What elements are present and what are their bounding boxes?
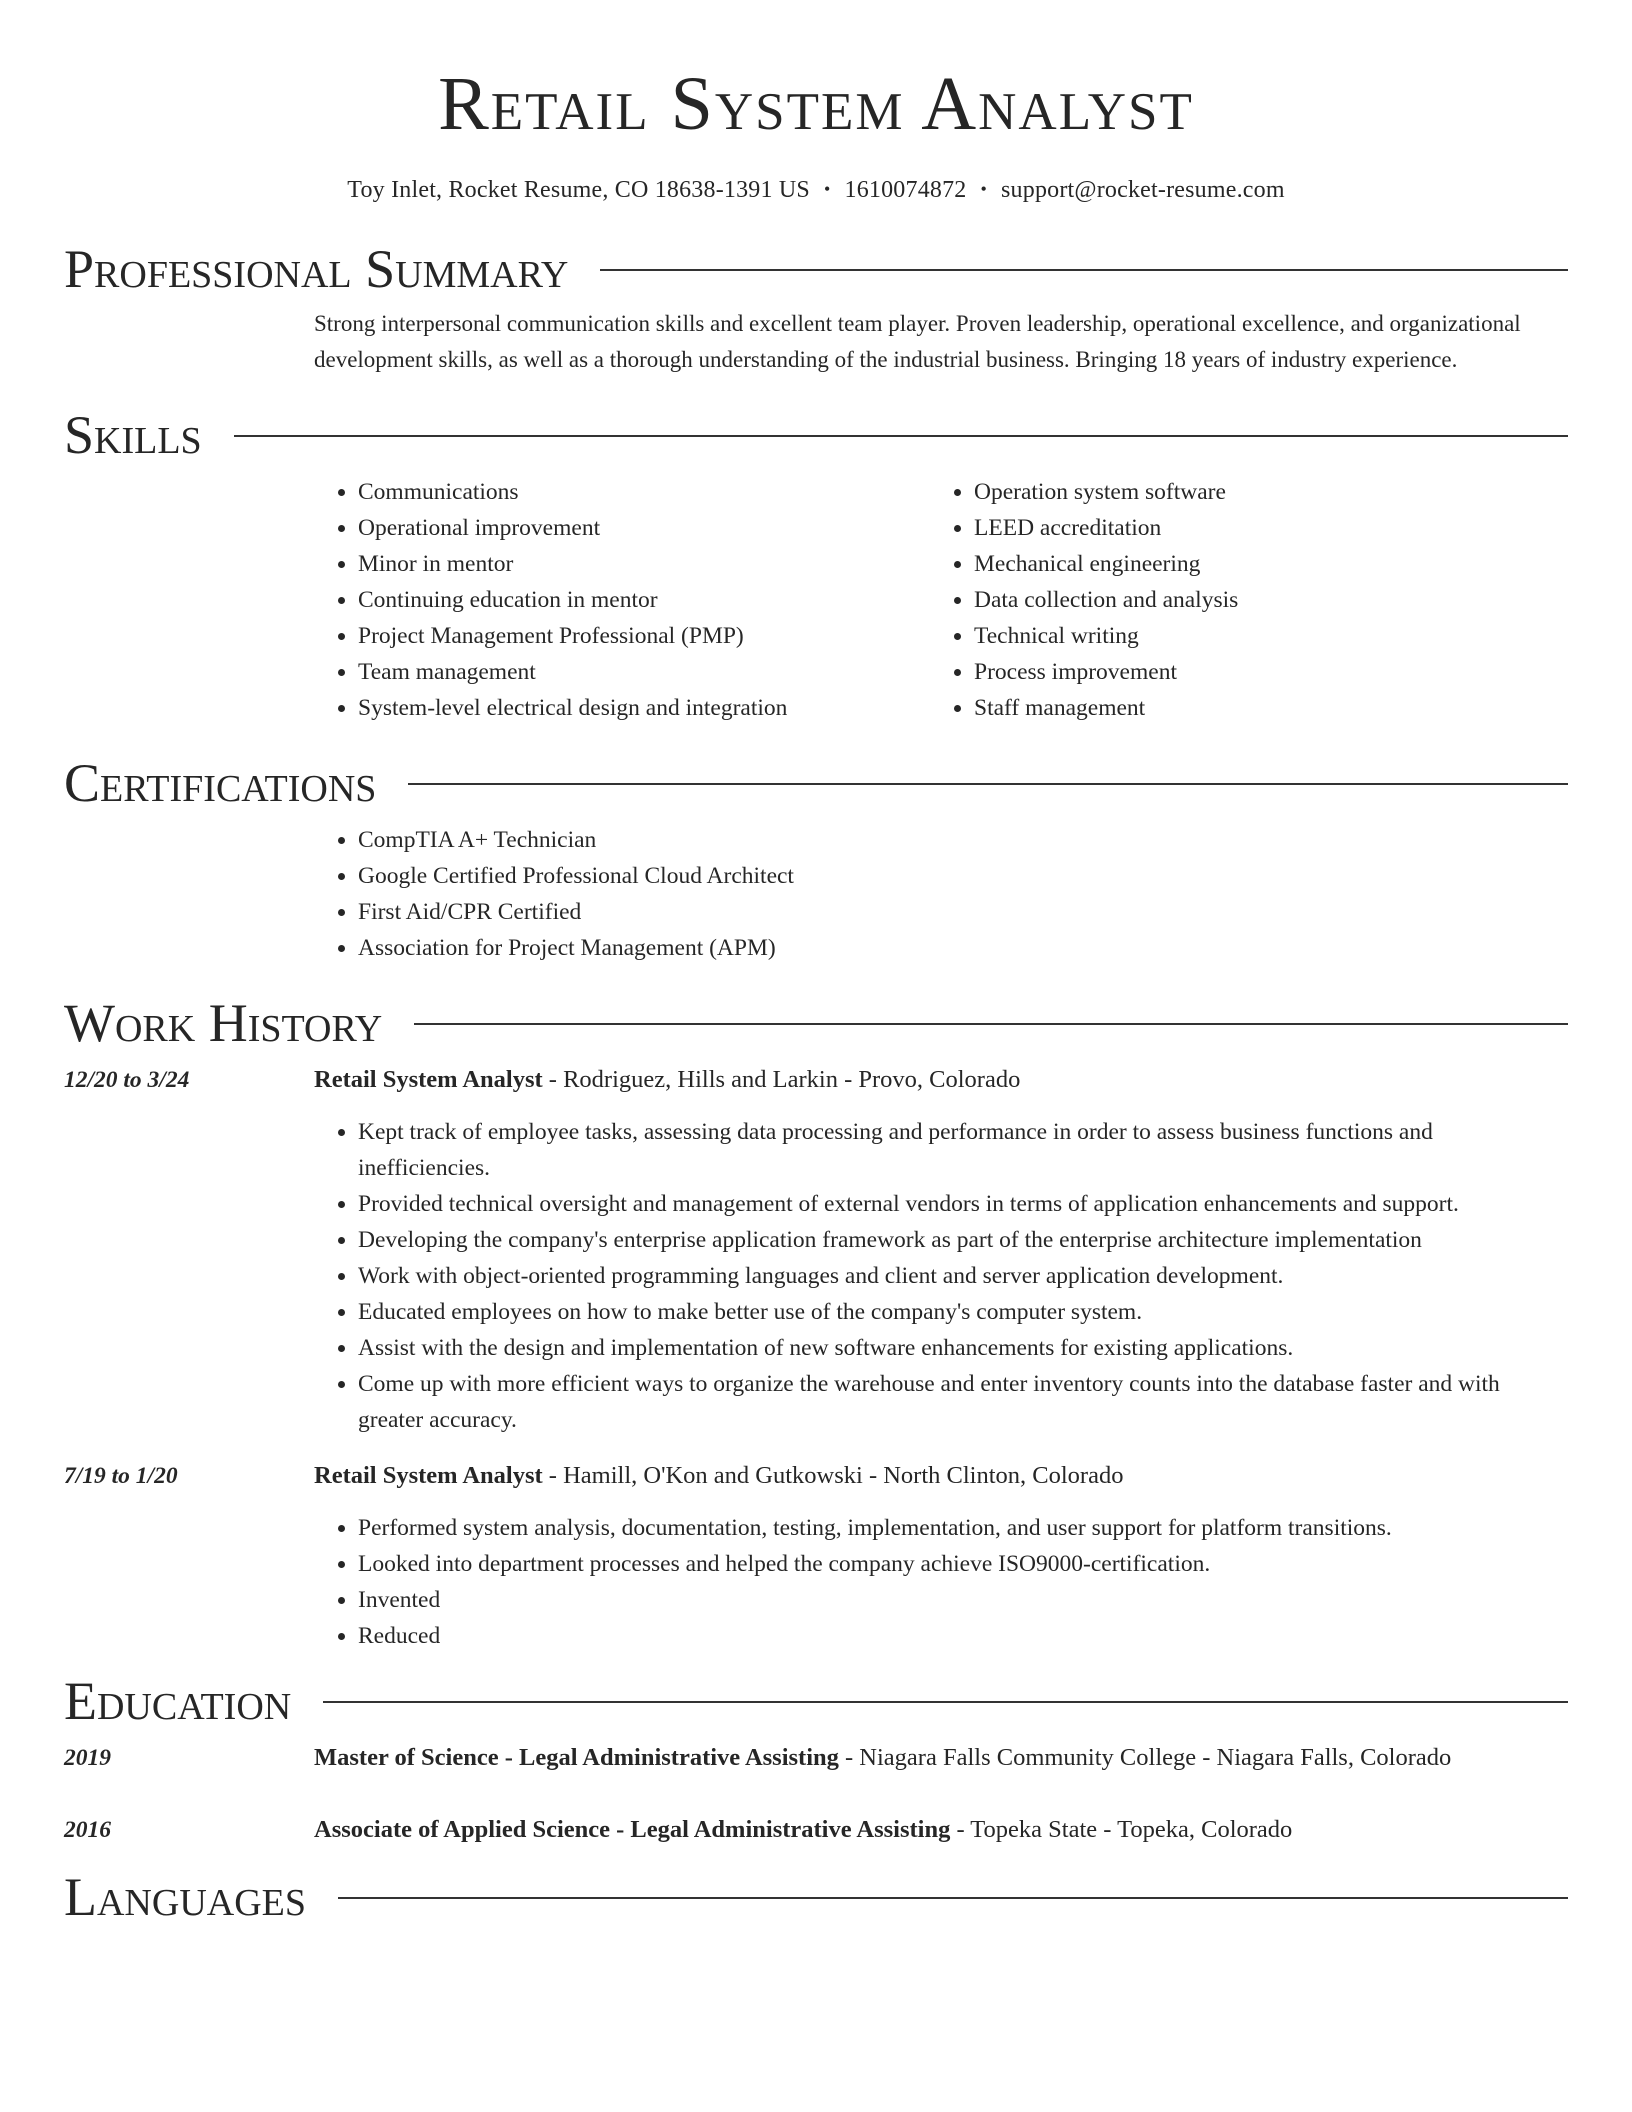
skill-item: • Minor in mentor: [358, 546, 930, 582]
education-header: [314, 1812, 1568, 1848]
education-degree: Associate of Applied Science - Legal Administrative Assisting: [314, 1816, 951, 1843]
job-entry: [64, 1062, 1568, 1438]
certification-item: • CompTIA A+ Technician: [358, 822, 1568, 858]
job-employer: - Hamill, O'Kon and Gutkowski - North Clinton, Colorado: [542, 1462, 1124, 1489]
job-header: [314, 1062, 1568, 1098]
education-details: [314, 1740, 1568, 1776]
job-bullet: • Come up with more efficient ways to organize the warehouse and enter inventory counts into the database faster and with greater accuracy.: [358, 1366, 1568, 1438]
education-entry: [64, 1740, 1568, 1776]
skill-item: • Data collection and analysis: [974, 582, 1546, 618]
contact-address: Toy Inlet, Rocket Resume, CO 18638-1391 US: [347, 177, 810, 203]
education-header: [314, 1740, 1568, 1776]
job-bullets: [314, 1510, 1568, 1654]
contact-separator: •: [980, 179, 988, 199]
skill-item: • Continuing education in mentor: [358, 582, 930, 618]
skills-title: Skills: [64, 405, 202, 465]
job-bullet: • Looked into department processes and helped the company achieve ISO9000-certification.: [358, 1546, 1568, 1582]
section-divider: [600, 269, 1568, 271]
section-divider: [414, 1023, 1568, 1025]
skills-heading: [64, 404, 1568, 466]
job-bullets: [314, 1114, 1568, 1438]
skill-item: • Team management: [358, 654, 930, 690]
job-bullet: • Provided technical oversight and management of external vendors in terms of application enhancements and support.: [358, 1186, 1568, 1222]
skill-item: • Operational improvement: [358, 510, 930, 546]
skill-item: • Mechanical engineering: [974, 546, 1546, 582]
summary-heading: [64, 238, 1568, 300]
skills-right-list: [930, 474, 1546, 726]
certifications-heading: [64, 752, 1568, 814]
section-divider: [323, 1701, 1568, 1703]
jobs-list: [64, 1062, 1568, 1654]
job-bullet: • Educated employees on how to make better use of the company's computer system.: [358, 1294, 1568, 1330]
job-bullet: • Assist with the design and implementation of new software enhancements for existing applications.: [358, 1330, 1568, 1366]
skill-item: • Project Management Professional (PMP): [358, 618, 930, 654]
skills-columns: [314, 474, 1568, 726]
education-heading: [64, 1670, 1568, 1732]
skills-left-column: [314, 474, 930, 726]
job-bullet: • Invented: [358, 1582, 1568, 1618]
certifications-list: [314, 822, 1568, 966]
skill-item: • Process improvement: [974, 654, 1546, 690]
skill-item: • System-level electrical design and integration: [358, 690, 930, 726]
skills-left-list: [314, 474, 930, 726]
job-details: [314, 1458, 1568, 1654]
education-year: 2016: [64, 1817, 111, 1843]
summary-text: Strong interpersonal communication skills and excellent team player. Proven leadership, operational excellence, and organizational development skills, as well as a thorough understanding of the industrial business. Bringing 18 years of industry experience.: [314, 311, 1521, 372]
skill-item: • Communications: [358, 474, 930, 510]
skills-section: [64, 404, 1568, 726]
languages-title: Languages: [64, 1867, 306, 1927]
certification-item: • First Aid/CPR Certified: [358, 894, 1568, 930]
contact-separator: •: [823, 179, 831, 199]
education-school: - Topeka State - Topeka, Colorado: [950, 1816, 1293, 1843]
certification-item: • Google Certified Professional Cloud Architect: [358, 858, 1568, 894]
job-bullet: • Work with object-oriented programming languages and client and server application development.: [358, 1258, 1568, 1294]
job-details: [314, 1062, 1568, 1438]
languages-heading: [64, 1866, 1568, 1928]
job-entry: [64, 1458, 1568, 1654]
education-school: - Niagara Falls Community College - Niagara Falls, Colorado: [838, 1744, 1452, 1771]
job-bullet: • Developing the company's enterprise application framework as part of the enterprise architecture implementation: [358, 1222, 1568, 1258]
education-list: [64, 1740, 1568, 1848]
education-entry: [64, 1812, 1568, 1848]
skill-item: • LEED accreditation: [974, 510, 1546, 546]
work-history-section: [64, 992, 1568, 1654]
education-details: [314, 1812, 1568, 1848]
job-dates: 12/20 to 3/24: [64, 1067, 190, 1093]
job-bullet: • Reduced: [358, 1618, 1568, 1654]
section-divider: [338, 1897, 1568, 1899]
job-employer: - Rodriguez, Hills and Larkin - Provo, Colorado: [542, 1066, 1021, 1093]
summary-title: Professional Summary: [64, 239, 569, 299]
section-divider: [234, 435, 1568, 437]
languages-section: [64, 1866, 1568, 1928]
job-header: [314, 1458, 1568, 1494]
skill-item: • Staff management: [974, 690, 1546, 726]
education-degree: Master of Science - Legal Administrative Assisting: [314, 1744, 839, 1771]
contact-phone: 1610074872: [844, 177, 967, 203]
education-title: Education: [64, 1671, 292, 1731]
work-history-heading: [64, 992, 1568, 1054]
job-bullet: • Kept track of employee tasks, assessing data processing and performance in order to assess business functions and inefficiencies.: [358, 1114, 1568, 1186]
certification-item: • Association for Project Management (APM): [358, 930, 1568, 966]
job-bullet: • Performed system analysis, documentation, testing, implementation, and user support for platform transitions.: [358, 1510, 1568, 1546]
skills-right-column: [930, 474, 1546, 726]
skill-item: • Operation system software: [974, 474, 1546, 510]
job-title: Retail System Analyst: [314, 1462, 543, 1489]
contact-email: support@rocket-resume.com: [1001, 177, 1285, 203]
certifications-title: Certifications: [64, 753, 377, 813]
certifications-body: [314, 822, 1568, 966]
certifications-section: [64, 752, 1568, 966]
candidate-name: Retail System Analyst: [438, 62, 1194, 146]
job-title: Retail System Analyst: [314, 1066, 543, 1093]
job-dates: 7/19 to 1/20: [64, 1463, 178, 1489]
contact-line: [0, 174, 1632, 205]
education-section: [64, 1670, 1568, 1848]
section-divider: [408, 783, 1568, 785]
skill-item: • Technical writing: [974, 618, 1546, 654]
summary-section: [64, 238, 1568, 378]
work-history-title: Work History: [64, 993, 383, 1053]
education-year: 2019: [64, 1745, 111, 1771]
